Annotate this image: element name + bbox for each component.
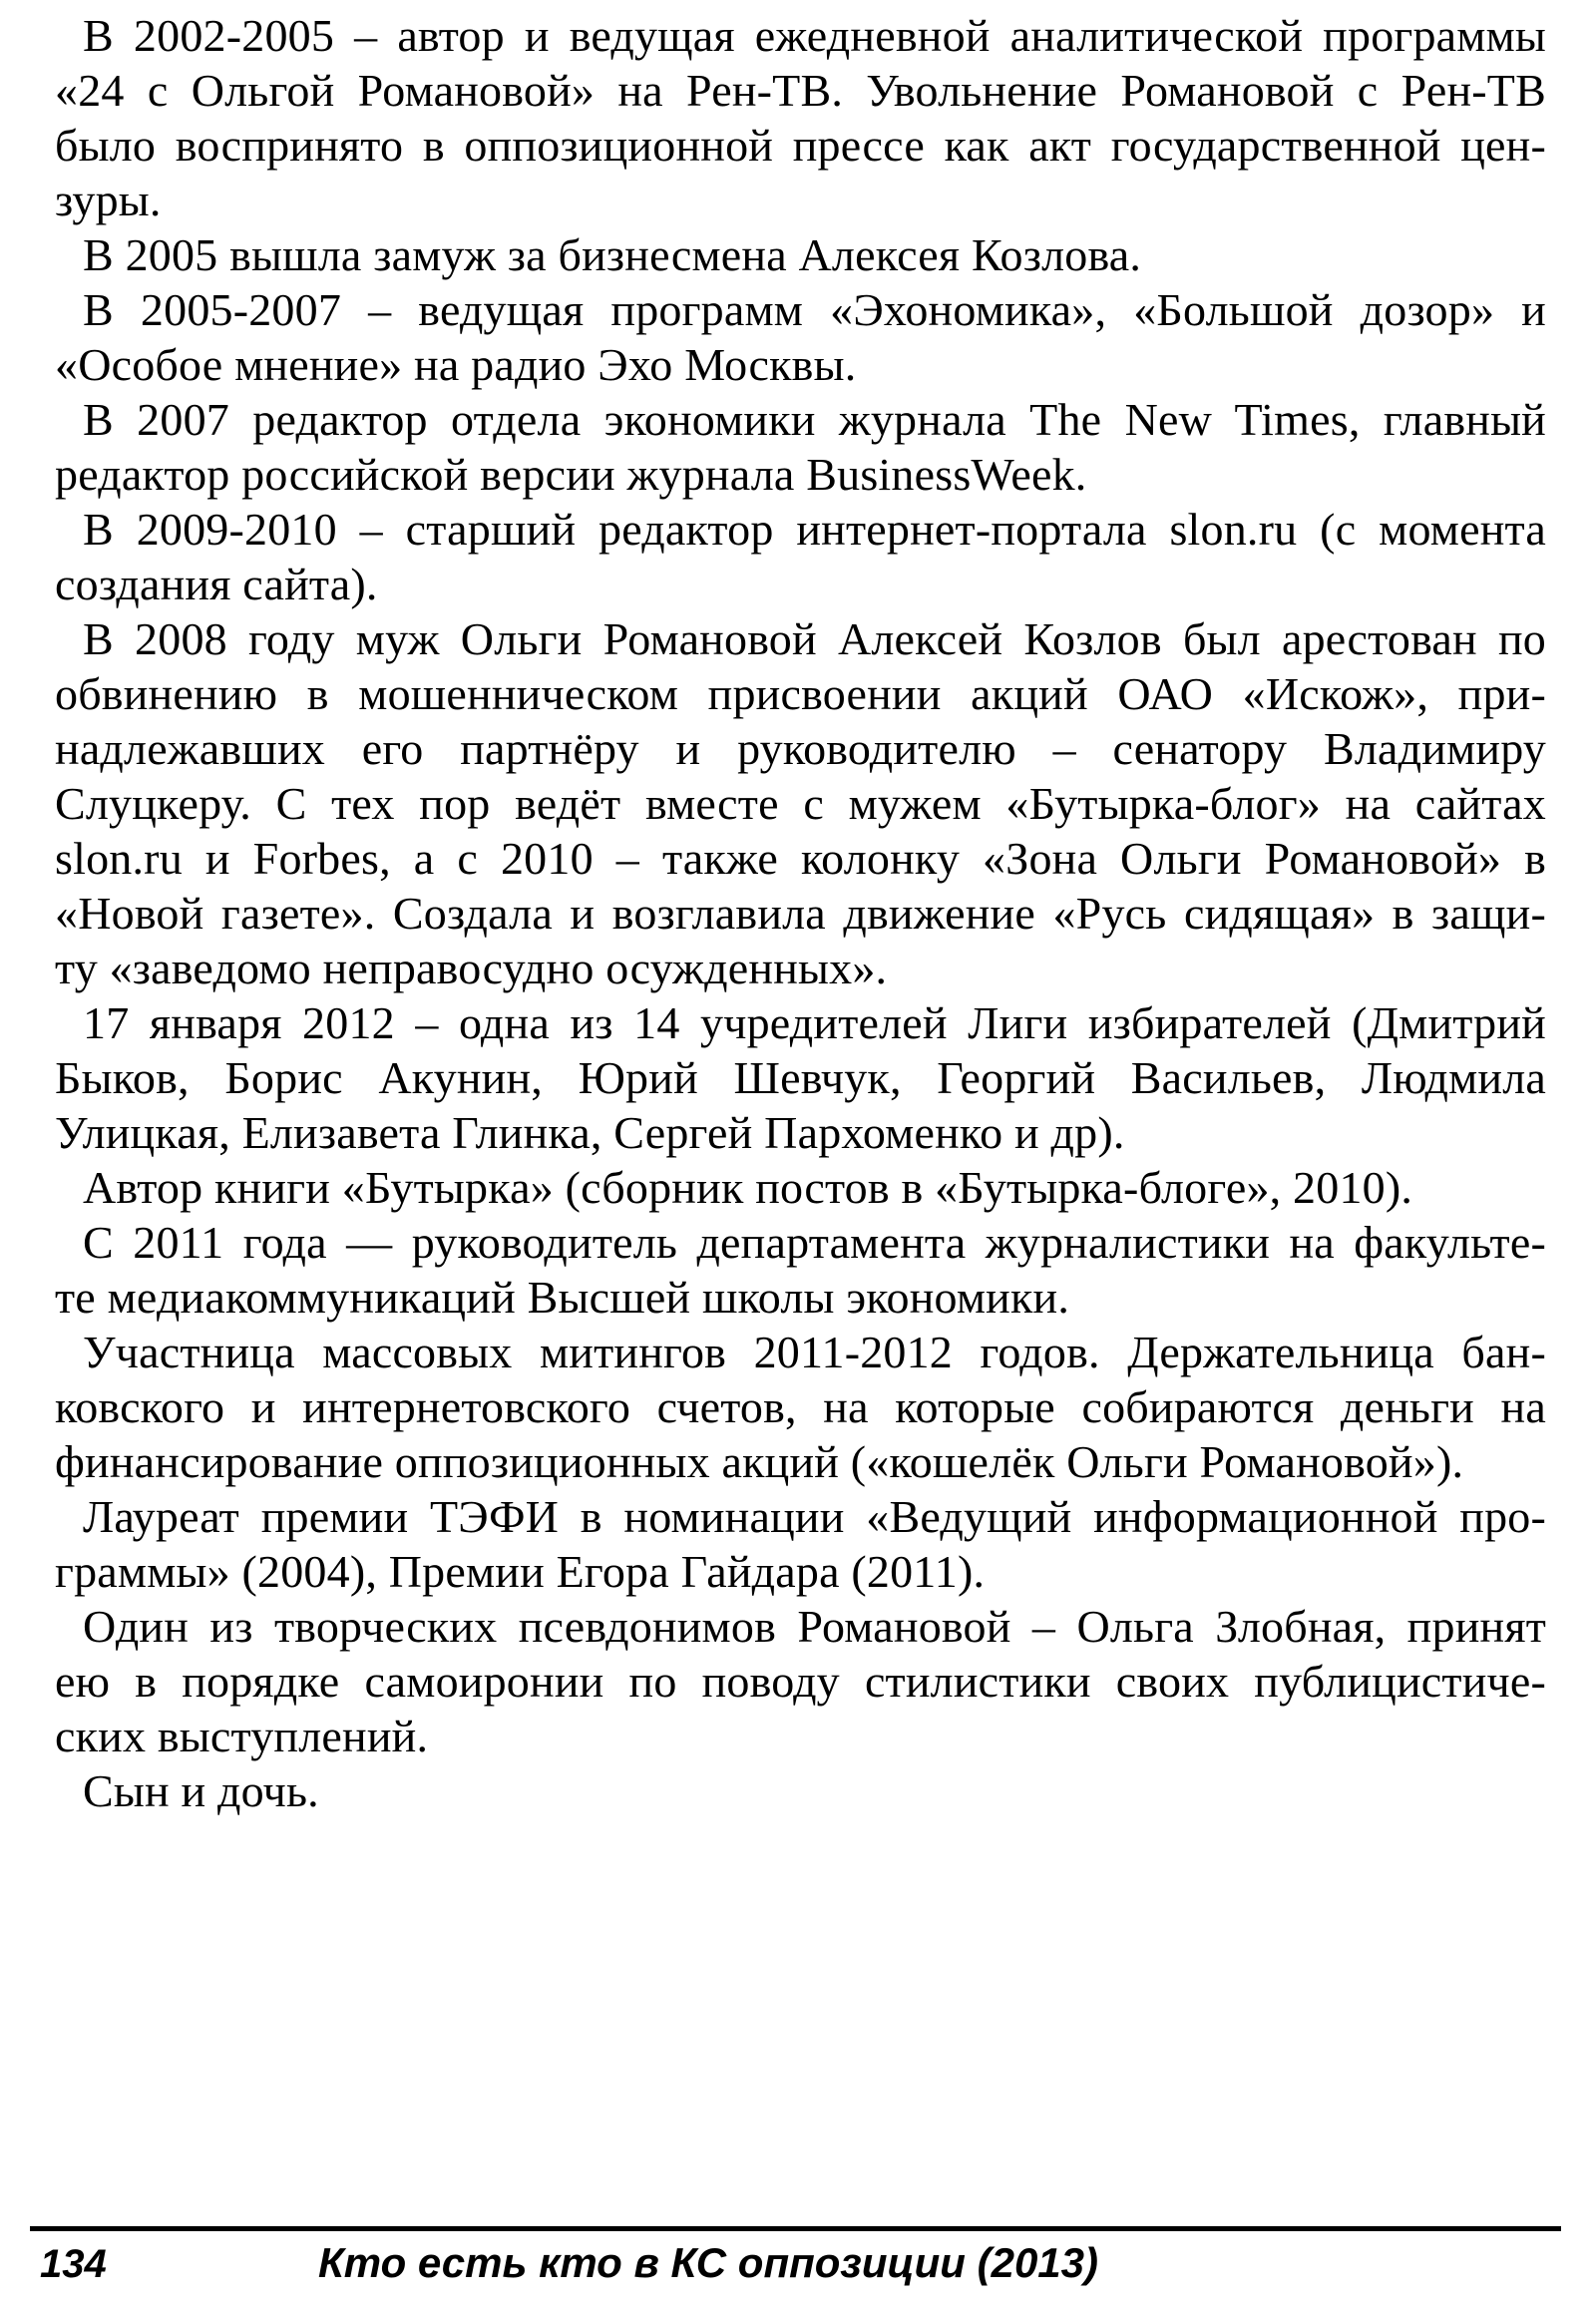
text-line: В 2005-2007 – ведущая программ «Эхономика», «Большой дозор» и — [83, 284, 1546, 335]
paragraph — [55, 227, 1546, 282]
text-line: Сын и дочь. — [83, 1765, 319, 1816]
text-line: «24 с Ольгой Романовой» на Рен-ТВ. Увольнение Романовой с Рен-ТВ — [55, 65, 1546, 116]
text-line: В 2007 редактор отдела экономики журнала The New Times, главный — [83, 394, 1546, 445]
text-line: Участница массовых митингов 2011-2012 годов. Держательница бан- — [83, 1327, 1546, 1377]
text-line: В 2005 вышла замуж за бизнесмена Алексея Козлова. — [83, 229, 1142, 280]
text-line: те медиакоммуникаций Высшей школы экономики. — [55, 1272, 1070, 1323]
paragraph — [55, 1489, 1546, 1599]
text-line: «Особое мнение» на радио Эхо Москвы. — [55, 339, 857, 390]
text-line: 17 января 2012 – одна из 14 учредителей Лиги избирателей (Дмитрий — [83, 997, 1546, 1048]
text-line: Улицкая, Елизавета Глинка, Сергей Пархоменко и др). — [55, 1107, 1125, 1158]
text-line: Лауреат премии ТЭФИ в номинации «Ведущий информационной про- — [83, 1491, 1546, 1542]
footer-divider — [30, 2226, 1561, 2231]
paragraph — [55, 392, 1546, 502]
paragraph — [55, 282, 1546, 392]
text-line: ковского и интернетовского счетов, на которые собираются деньги на — [55, 1381, 1546, 1432]
text-line: slon.ru и Forbes, а с 2010 – также колонку «Зона Ольги Романовой» в — [55, 833, 1546, 884]
paragraph — [55, 1160, 1546, 1215]
text-line: ских выступлений. — [55, 1711, 429, 1761]
text-line: обвинению в мошенническом присвоении акций ОАО «Искож», при- — [55, 668, 1546, 719]
footer-book-title: Кто есть кто в КС оппозиции (2013) — [317, 2239, 1099, 2286]
text-line: В 2002-2005 – автор и ведущая ежедневной аналитической программы — [83, 10, 1546, 61]
paragraph — [55, 8, 1546, 227]
text-line: было воспринято в оппозиционной прессе как акт государственной цен- — [55, 120, 1546, 171]
text-line: зуры. — [55, 175, 162, 225]
paragraph — [55, 1215, 1546, 1325]
text-line: В 2008 году муж Ольги Романовой Алексей Козлов был арестован по — [83, 613, 1546, 664]
paragraph — [55, 1599, 1546, 1763]
paragraph — [55, 995, 1546, 1160]
paragraph — [55, 611, 1546, 995]
page-number: 134 — [40, 2242, 107, 2286]
text-line: Слуцкеру. С тех пор ведёт вместе с мужем «Бутырка-блог» на сайтах — [55, 778, 1546, 829]
paragraph — [55, 502, 1546, 611]
text-line: финансирование оппозиционных акций («кошелёк Ольги Романовой»). — [55, 1436, 1464, 1487]
text-line: «Новой газете». Создала и возглавила движение «Русь сидящая» в защи- — [55, 888, 1546, 939]
text-line: С 2011 года — руководитель департамента журналистики на факульте- — [83, 1217, 1546, 1268]
text-line: ту «заведомо неправосудно осужденных». — [55, 943, 888, 993]
text-line: Один из творческих псевдонимов Романовой – Ольга Злобная, принят — [83, 1601, 1546, 1652]
text-line: ею в порядке самоиронии по поводу стилистики своих публицистиче- — [55, 1656, 1546, 1707]
text-line: граммы» (2004), Премии Егора Гайдара (2011). — [55, 1546, 986, 1597]
body-text — [55, 8, 1546, 1818]
text-line: редактор российской версии журнала BusinessWeek. — [55, 449, 1087, 500]
text-line: В 2009-2010 – старший редактор интернет-портала slon.ru (с момента — [83, 504, 1546, 555]
paragraph — [55, 1325, 1546, 1489]
paragraph — [55, 1763, 1546, 1818]
text-line: создания сайта). — [55, 559, 378, 609]
text-line: Быков, Борис Акунин, Юрий Шевчук, Георгий Васильев, Людмила — [55, 1052, 1546, 1103]
text-line: Автор книги «Бутырка» (сборник постов в «Бутырка-блоге», 2010). — [83, 1162, 1413, 1213]
text-line: надлежавших его партнёру и руководителю – сенатору Владимиру — [55, 723, 1546, 774]
